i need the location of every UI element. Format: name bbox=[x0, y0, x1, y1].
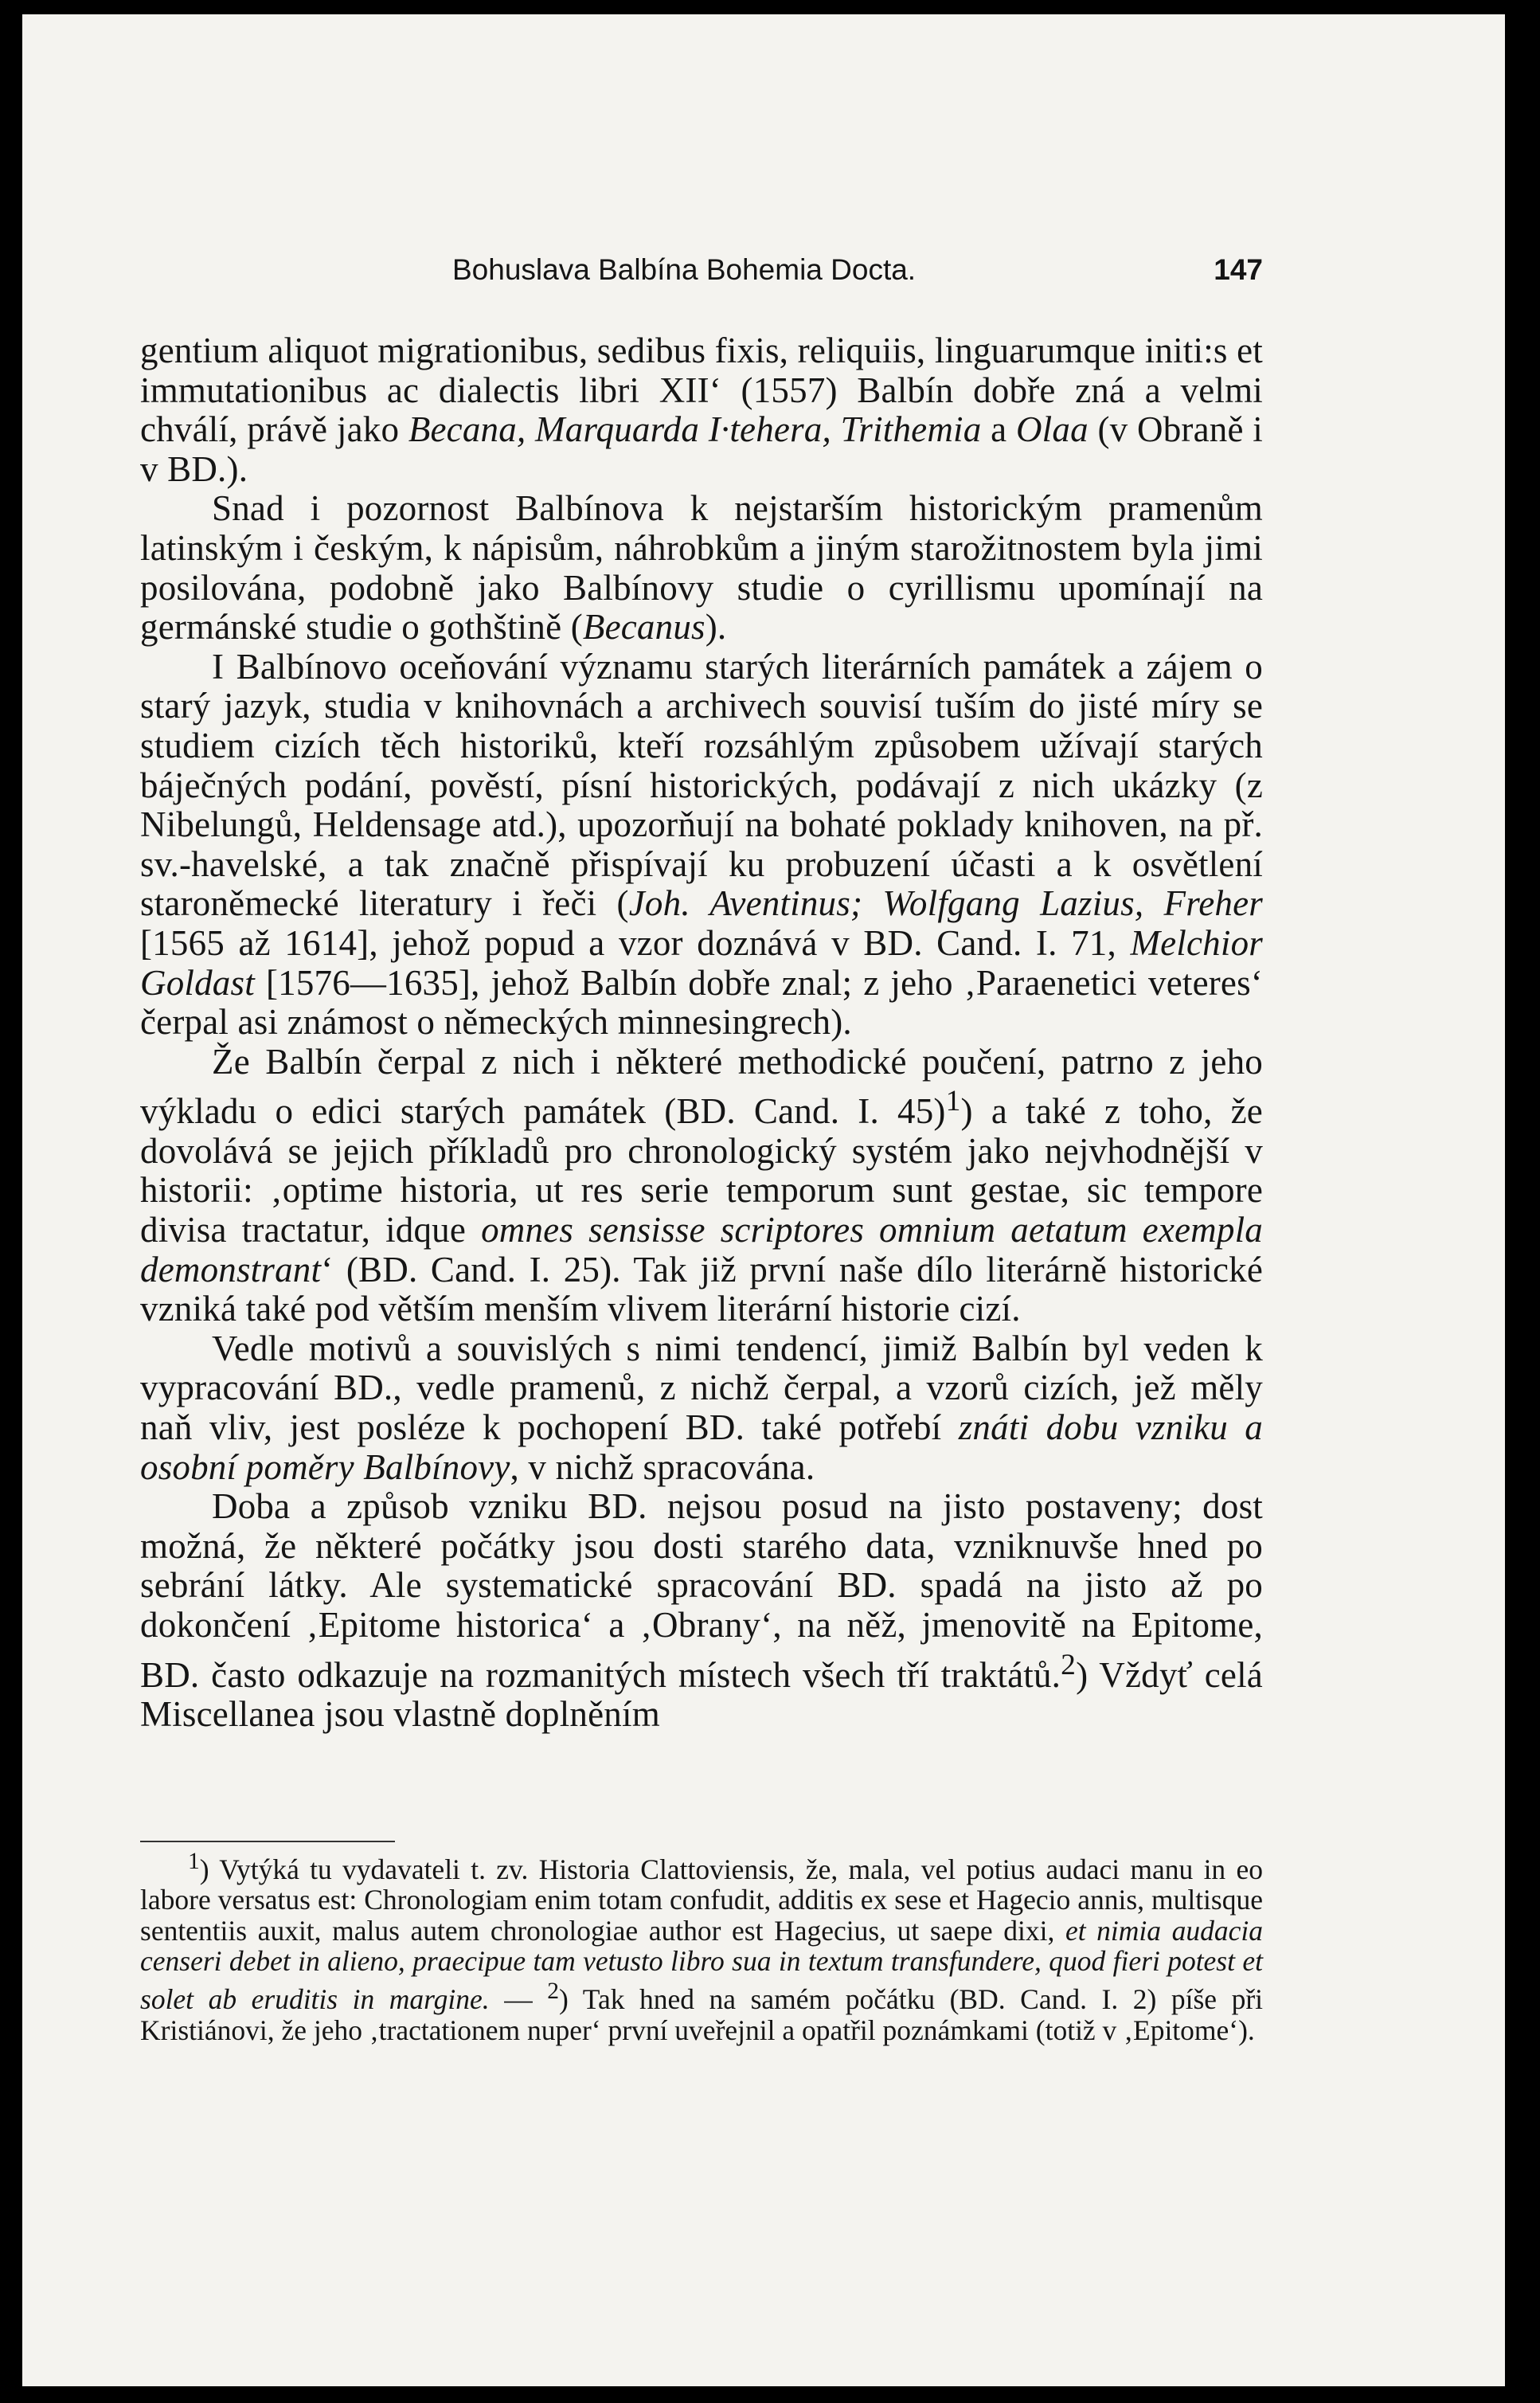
footnote-text: ) Vytýká tu vydavateli t. zv. Historia Clattoviensis, že, mala, vel potius audaci manu in eo labore versatus est: Chronologiam enim totam confudit, additis ex sese et Hagecio annis, multisque sententiis auxit, malus autem chronologiae author est Hagecius, ut saepe dixi, bbox=[140, 1853, 1263, 1947]
italic-emphasis: znáti dobu vzniku a osobní poměry Balbínovy bbox=[140, 1407, 1263, 1487]
italic-names: Joh. Aventinus; Wolfgang Lazius, Freher bbox=[628, 883, 1263, 924]
footnote-ref-1: 1 bbox=[945, 1085, 961, 1118]
paragraph-6 bbox=[140, 1487, 1263, 1735]
paragraph-1 bbox=[140, 331, 1263, 489]
text-run: ). bbox=[705, 607, 727, 648]
footnotes bbox=[140, 1846, 1263, 2045]
paragraph-5 bbox=[140, 1329, 1263, 1487]
footnote-text: ) Tak hned na samém počátku (BD. Cand. I. 2) píše při Kristiánovi, že jeho ‚tractationem nuper‘ první uveřejnil a opatřil poznámkami (totiž v ‚Epitome‘). bbox=[140, 1983, 1263, 2046]
italic-quote: omnes sensisse scriptores omnium aetatum exempla demonstrant bbox=[140, 1210, 1263, 1290]
footnote-ref-2: 2 bbox=[1061, 1648, 1077, 1681]
footnote-italic: et nimia audacia censeri debet in alieno, praecipue tam vetusto libro sua in textum transfundere, quod fieri potest et solet ab eruditis in margine. bbox=[140, 1914, 1263, 2016]
text-run: a bbox=[981, 409, 1016, 450]
paragraph-3 bbox=[140, 648, 1263, 1043]
text-run: Snad i pozornost Balbínova k nejstarším historickým pramenům latinským i českým, k nápisům, náhrobkům a jiným starožitnostem byla jimi posilována, podobně jako Balbínovy studie o cyrillismu upomínají na germánské studie o gothštině ( bbox=[140, 488, 1263, 648]
footnote-mark-2: 2 bbox=[547, 1978, 560, 2005]
footnote bbox=[140, 1846, 1263, 2045]
footnote-rule bbox=[140, 1841, 395, 1842]
text-run: , v nichž spracována. bbox=[510, 1446, 815, 1487]
page-number: 147 bbox=[1214, 253, 1263, 286]
text-run: [1576—1635], jehož Balbín dobře znal; z jeho ‚Paraenetici veteres‘ čerpal asi známost o německých minnesingrech). bbox=[140, 962, 1263, 1043]
paragraph-4 bbox=[140, 1043, 1263, 1329]
italic-name: Melchior Goldast bbox=[140, 922, 1263, 1003]
running-title: Bohuslava Balbína Bohemia Docta. bbox=[452, 253, 917, 286]
text-run: gentium aliquot migrationibus, sedibus fixis, reliquiis, linguarumque initi:s et immutationibus ac dialectis libri XII‘ (1557) Balbín dobře zná a velmi chválí, právě jako bbox=[140, 331, 1263, 450]
text-run: ) a také z toho, že dovolává se jejich příkladů pro chronologický systém jako nejvhodnější v historii: ‚optime historia, ut res serie temporum sunt gestae, sic tempore divisa tractatur, idque bbox=[140, 1091, 1263, 1250]
footnote-mark-1: 1 bbox=[188, 1849, 200, 1874]
text-run: I Balbínovo oceňování významu starých literárních památek a zájem o starý jazyk, studia v knihovnách a archivech souvisí tuším do jisté míry se studiem cizích těch historiků, kteří rozsáhlým způsobem užívají starých báječných podání, pověstí, písní historických, podávají z nich ukázky (z Nibelungů, Heldensage atd.), upozorňují na bohaté poklady knihoven, na př. sv.-havelské, a tak značně přispívají ku probuzení účasti a k osvětlení staroněmecké literatury i řeči ( bbox=[140, 646, 1263, 924]
italic-names: Becana, Marquarda I·tehera, Trithemia bbox=[408, 409, 982, 450]
body-text bbox=[140, 331, 1263, 1735]
text-run: Vedle motivů a souvislých s nimi tendencí, jimiž Balbín byl veden k vypracování BD., vedle pramenů, z nichž čerpal, a vzorů cizích, jež měly naň vliv, jest posléze k pochopení BD. také potřebí bbox=[140, 1328, 1263, 1448]
text-run: Doba a způsob vzniku BD. nejsou posud na jisto postaveny; dost možná, že některé počátky jsou dosti starého data, vzniknuvše hned po sebrání látky. Ale systematické spracování BD. spadá na jisto až po dokončení ‚Epitome historica‘ a ‚Obrany‘, na něž, jmenovitě na Epitome, BD. často odkazuje na rozmanitých místech všech tří traktátů. bbox=[140, 1486, 1263, 1695]
paragraph-2 bbox=[140, 489, 1263, 647]
italic-name: Becanus bbox=[582, 607, 706, 648]
footnote-dash: — bbox=[489, 1983, 548, 2016]
text-run: ‘ (BD. Cand. I. 25). Tak již první naše dílo literárně historické vzniká také pod větším menším vlivem literární historie cizí. bbox=[140, 1249, 1263, 1329]
text-run: Že Balbín čerpal z nich i některé methodické poučení, patrno z jeho výkladu o edici starých památek (BD. Cand. I. 45) bbox=[140, 1041, 1263, 1132]
scanned-page bbox=[22, 14, 1505, 2386]
text-run: (v Obraně i v BD.). bbox=[140, 409, 1263, 489]
text-run: [1565 až 1614], jehož popud a vzor doznává v BD. Cand. I. 71, bbox=[140, 922, 1131, 963]
text-run: ) Vždyť celá Miscellanea jsou vlastně doplněním bbox=[140, 1654, 1263, 1735]
italic-name: Olaa bbox=[1015, 409, 1089, 450]
